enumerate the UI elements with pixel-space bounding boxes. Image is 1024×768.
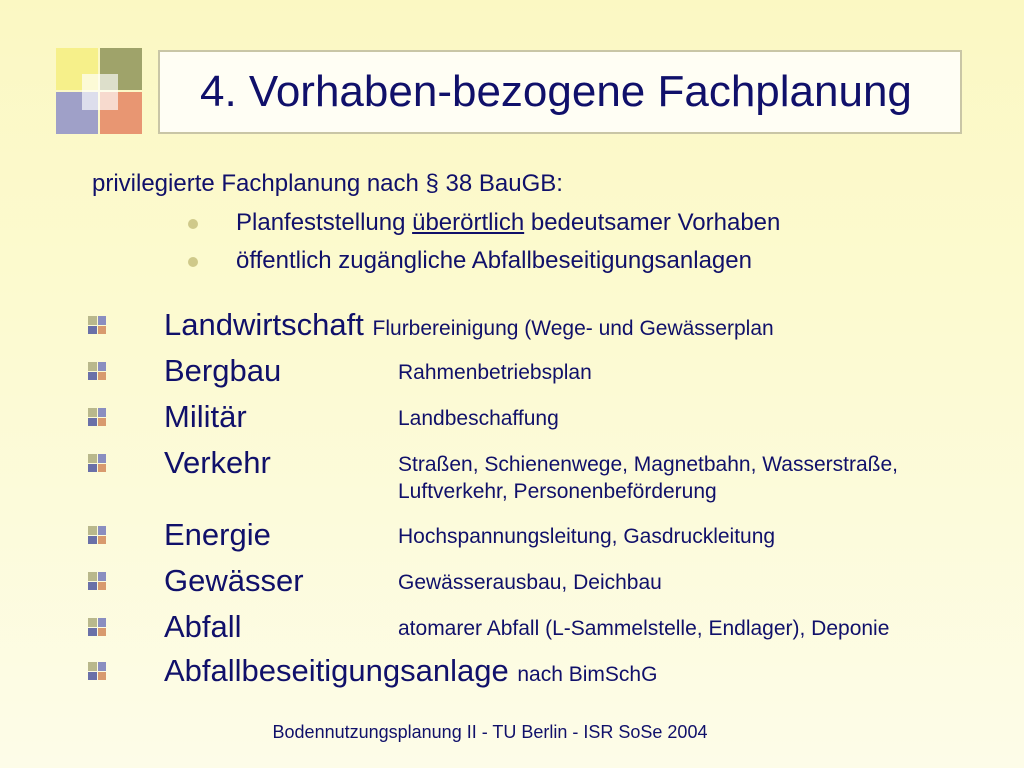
list-item-energie	[88, 516, 1008, 560]
item-term: Abfall	[164, 609, 242, 644]
bullet-dot-icon	[188, 257, 198, 267]
sub-item-planfeststellung	[188, 206, 780, 244]
item-desc-line2: Luftverkehr, Personenbeförderung	[398, 480, 717, 503]
square-bullet-icon	[88, 316, 106, 334]
square-bullet-icon	[88, 454, 106, 472]
sub-item-abfall	[188, 244, 780, 282]
list-item-militaer	[88, 398, 1008, 442]
item-term: Verkehr	[164, 445, 271, 480]
intro-text: privilegierte Fachplanung nach § 38 BauGB:	[92, 170, 563, 197]
footer-text: Bodennutzungsplanung II - TU Berlin - ISR SoSe 2004	[272, 722, 708, 742]
sub-list	[188, 206, 780, 282]
item-term: Militär	[164, 399, 247, 434]
item-desc: Flurbereinigung (Wege- und Gewässerplan	[372, 317, 774, 340]
list-item-bergbau	[88, 352, 1008, 396]
sub-item-underlined: überörtlich	[412, 209, 525, 236]
sub-item-text: öffentlich zugängliche Abfallbeseitigungsanlagen	[236, 247, 752, 274]
square-bullet-icon	[88, 362, 106, 380]
item-desc: nach BimSchG	[517, 663, 658, 686]
item-term: Gewässer	[164, 563, 304, 598]
sub-item-pre: Planfeststellung	[236, 209, 413, 236]
bullet-dot-icon	[188, 219, 198, 229]
item-desc: Hochspannungsleitung, Gasdruckleitung	[398, 525, 776, 548]
sub-item-post: bedeutsamer Vorhaben	[524, 209, 781, 236]
list-item-landwirtschaft	[88, 306, 1008, 350]
square-bullet-icon	[88, 572, 106, 590]
term-text: Abfallbeseitigungsanlage	[164, 653, 509, 688]
list-item-abfallbeseitigungsanlage	[88, 652, 1008, 696]
square-bullet-icon	[88, 408, 106, 426]
item-desc: Landbeschaffung	[398, 407, 559, 430]
item-desc: Rahmenbetriebsplan	[398, 361, 592, 384]
item-term	[164, 306, 774, 348]
logo-squares	[56, 48, 144, 136]
list-item-abfall	[88, 608, 1008, 652]
square-bullet-icon	[88, 618, 106, 636]
logo-square-center	[82, 74, 118, 110]
slide-title: 4. Vorhaben-bezogene Fachplanung	[200, 67, 912, 116]
term-text: Landwirtschaft	[164, 307, 364, 342]
square-bullet-icon	[88, 662, 106, 680]
square-bullet-icon	[88, 526, 106, 544]
list-item-verkehr	[88, 444, 1008, 512]
item-desc: Straßen, Schienenwege, Magnetbahn, Wasserstraße,	[398, 453, 898, 476]
item-desc: atomarer Abfall (L-Sammelstelle, Endlager), Deponie	[398, 617, 890, 640]
item-term: Energie	[164, 517, 271, 552]
item-term	[164, 652, 657, 694]
item-desc: Gewässerausbau, Deichbau	[398, 571, 662, 594]
list-item-gewaesser	[88, 562, 1008, 606]
title-box	[158, 50, 962, 134]
item-term: Bergbau	[164, 353, 282, 388]
